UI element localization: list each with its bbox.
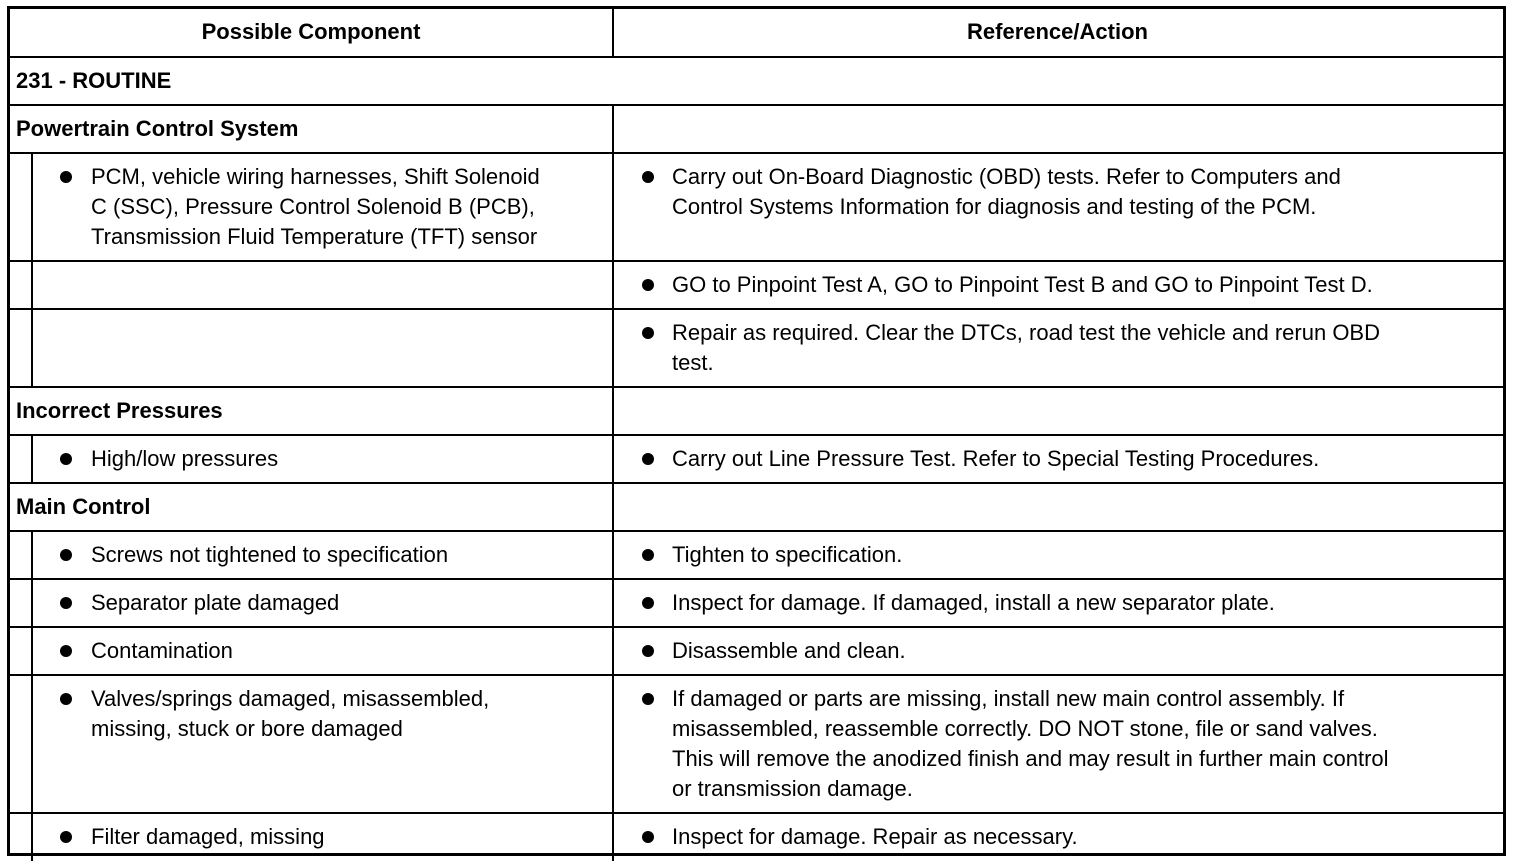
action-text: or transmission damage. [672,776,913,801]
column-divider [612,531,614,579]
row-divider [10,626,1503,628]
bullet-icon [642,279,654,291]
row-divider [10,386,1503,388]
row-divider [10,308,1503,310]
column-divider [31,675,33,813]
column-divider [612,435,614,483]
section-title: Incorrect Pressures [16,398,223,423]
action-text: Carry out On-Board Diagnostic (OBD) tests. Refer to Computers and [672,164,1341,189]
row-divider [10,530,1503,532]
column-divider [612,105,614,153]
row-divider [10,674,1503,676]
section-title: Main Control [16,494,151,519]
bullet-icon [642,549,654,561]
component-text: Filter damaged, missing [91,824,325,849]
column-divider [31,309,33,387]
action-text: Repair as required. Clear the DTCs, road test the vehicle and rerun OBD [672,320,1380,345]
bullet-icon [642,171,654,183]
action-text: Disassemble and clean. [672,638,906,663]
component-text: Transmission Fluid Temperature (TFT) sensor [91,224,538,249]
column-divider [612,387,614,435]
column-divider [31,153,33,261]
action-text: Control Systems Information for diagnosis and testing of the PCM. [672,194,1317,219]
action-text: This will remove the anodized finish and may result in further main control [672,746,1389,771]
action-text: GO to Pinpoint Test A, GO to Pinpoint Test B and GO to Pinpoint Test D. [672,272,1373,297]
row-divider [10,812,1503,814]
bullet-icon [60,597,72,609]
column-divider [31,627,33,675]
component-text: PCM, vehicle wiring harnesses, Shift Solenoid [91,164,540,189]
row-divider [10,434,1503,436]
bullet-icon [60,549,72,561]
bullet-icon [642,831,654,843]
action-text: If damaged or parts are missing, install new main control assembly. If [672,686,1345,711]
column-divider [612,153,614,261]
row-divider [10,104,1503,106]
component-text: Contamination [91,638,233,663]
column-divider [31,435,33,483]
column-divider [612,675,614,813]
action-text: Inspect for damage. If damaged, install a new separator plate. [672,590,1275,615]
column-header-action: Reference/Action [967,19,1148,44]
column-divider [612,579,614,627]
bullet-icon [60,171,72,183]
action-text: Tighten to specification. [672,542,903,567]
row-divider [10,56,1503,58]
bullet-icon [642,645,654,657]
action-text: misassembled, reassemble correctly. DO NOT stone, file or sand valves. [672,716,1378,741]
component-text: Separator plate damaged [91,590,340,615]
component-text: C (SSC), Pressure Control Solenoid B (PCB), [91,194,535,219]
diagnostic-table [7,6,1506,856]
bullet-icon [642,453,654,465]
action-text: Inspect for damage. Repair as necessary. [672,824,1078,849]
column-divider [612,627,614,675]
bullet-icon [642,597,654,609]
column-header-component: Possible Component [201,19,421,44]
action-text: Carry out Line Pressure Test. Refer to Special Testing Procedures. [672,446,1320,471]
column-divider [612,9,614,57]
bullet-icon [642,693,654,705]
row-divider [10,578,1503,580]
routine-title: 231 - ROUTINE [16,68,172,93]
column-divider [612,309,614,387]
section-title: Powertrain Control System [16,116,299,141]
row-divider [10,482,1503,484]
component-text: Valves/springs damaged, misassembled, [91,686,490,711]
bullet-icon [60,831,72,843]
row-divider [10,152,1503,154]
row-divider [10,260,1503,262]
column-divider [31,261,33,309]
bullet-icon [642,327,654,339]
bullet-icon [60,645,72,657]
column-divider [612,483,614,531]
component-text: High/low pressures [91,446,279,471]
component-text: missing, stuck or bore damaged [91,716,403,741]
action-text: test. [672,350,714,375]
column-divider [612,813,614,861]
component-text: Screws not tightened to specification [91,542,449,567]
column-divider [31,579,33,627]
column-divider [31,813,33,861]
column-divider [612,261,614,309]
bullet-icon [60,453,72,465]
bullet-icon [60,693,72,705]
column-divider [31,531,33,579]
